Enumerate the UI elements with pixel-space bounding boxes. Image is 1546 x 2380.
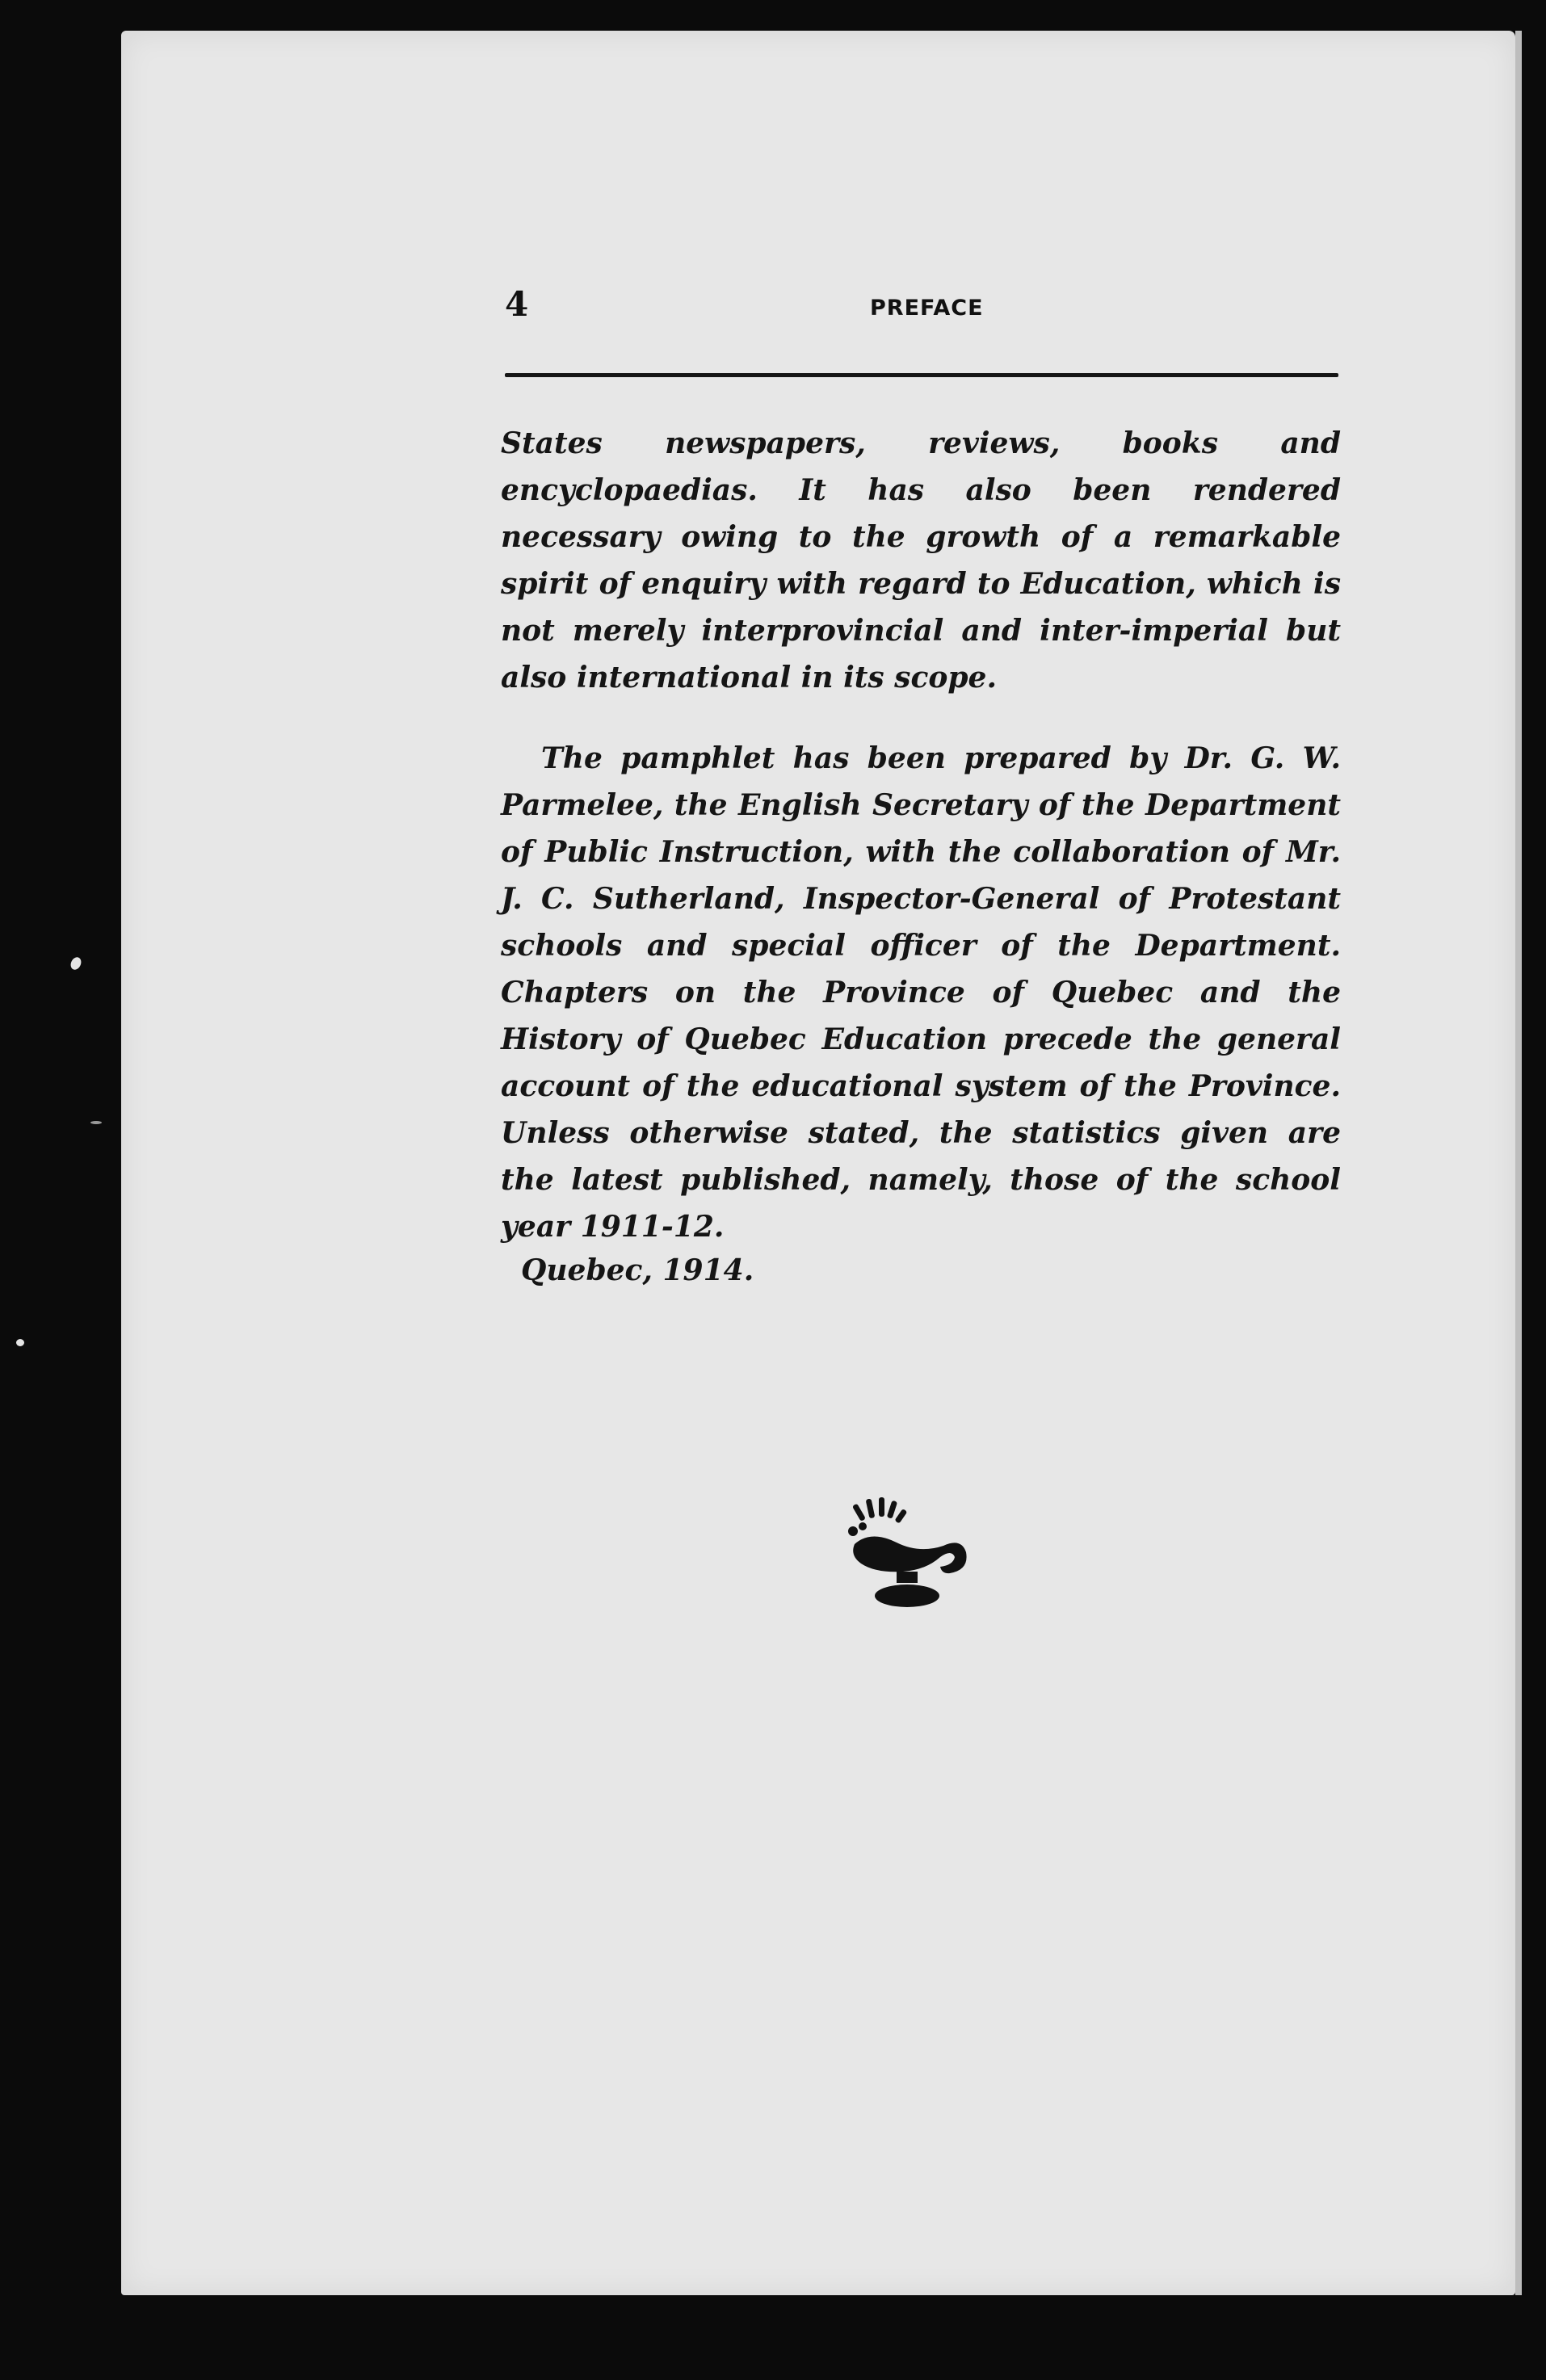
margin-speck [90,1121,102,1124]
paragraph: The pamphlet has been prepared by Dr. G. W. Parmelee, the English Secretary of the Department of Public Instruction, with the collaboration of Mr. J. C. Sutherland, Inspector-General of Protestant schools and special officer of the Department. Chapters on the Province of Quebec and the History of Quebec Education precede the general account of the educational system of the Province. Unless otherwise stated, the statistics given are the latest published, namely, those of the school year 1911-12. [501,741,1341,1244]
margin-speck [69,955,83,972]
page-edge [1515,31,1522,2295]
header-rule [505,373,1338,377]
margin-speck [16,1339,24,1346]
paragraph: States newspapers, reviews, books and encyclopaedias. It has also been rendered necessary owing to the growth of a remarkable spirit of enquiry with regard to Education, which is not merely interprovincial and inter-imperial but also international in its scope. [501,426,1341,695]
page-number: 4 [505,284,529,324]
oil-lamp-icon [838,1496,976,1617]
page-header [505,284,1337,325]
running-head: PREFACE [870,296,984,321]
signoff-place-date: Quebec, 1914. [521,1253,754,1287]
preface-body [501,420,1341,1250]
